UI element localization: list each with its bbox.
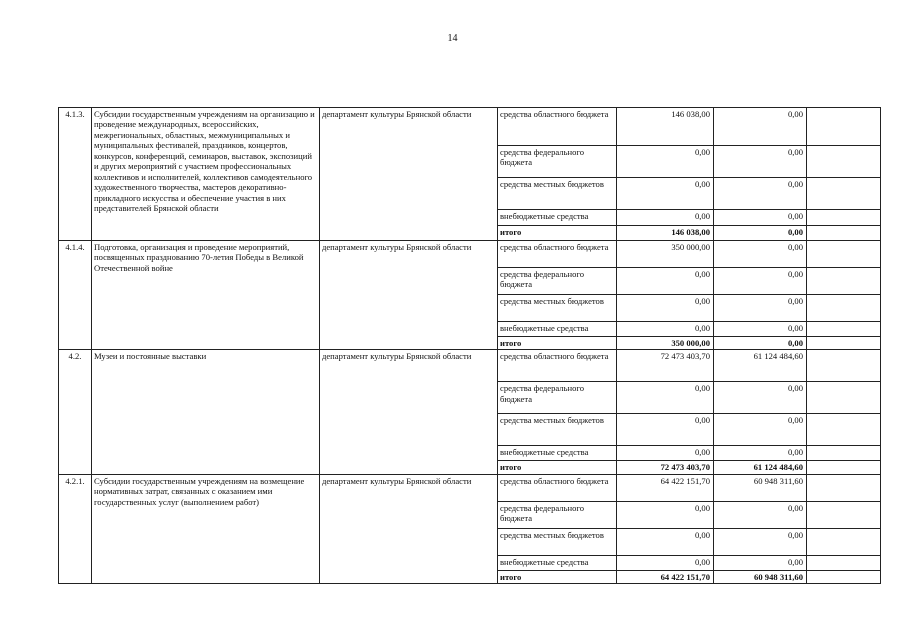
amount-year-2: 0,00 [714, 414, 807, 446]
empty-cell [807, 570, 881, 583]
empty-cell [807, 295, 881, 322]
empty-cell [807, 210, 881, 226]
table-row [59, 108, 881, 146]
empty-cell [807, 178, 881, 210]
funding-source: средства местных бюджетов [498, 295, 617, 322]
funding-source: итого [498, 570, 617, 583]
amount-year-2: 0,00 [714, 555, 807, 570]
item-number: 4.2.1. [59, 474, 92, 583]
amount-year-2: 0,00 [714, 268, 807, 295]
empty-cell [807, 146, 881, 178]
funding-source: внебюджетные средства [498, 322, 617, 337]
amount-year-2: 0,00 [714, 146, 807, 178]
amount-year-1: 0,00 [617, 178, 714, 210]
amount-year-1: 0,00 [617, 146, 714, 178]
empty-cell [807, 461, 881, 474]
amount-year-1: 64 422 151,70 [617, 570, 714, 583]
amount-year-1: 0,00 [617, 295, 714, 322]
amount-year-1: 350 000,00 [617, 337, 714, 350]
empty-cell [807, 241, 881, 268]
funding-source: внебюджетные средства [498, 446, 617, 461]
amount-year-2: 60 948 311,60 [714, 570, 807, 583]
item-number: 4.1.4. [59, 241, 92, 350]
funding-source: средства местных бюджетов [498, 414, 617, 446]
funding-source: внебюджетные средства [498, 210, 617, 226]
funding-source: средства федерального бюджета [498, 382, 617, 414]
funding-source: внебюджетные средства [498, 555, 617, 570]
amount-year-2: 0,00 [714, 108, 807, 146]
empty-cell [807, 555, 881, 570]
item-number: 4.1.3. [59, 108, 92, 241]
empty-cell [807, 446, 881, 461]
amount-year-2: 0,00 [714, 178, 807, 210]
empty-cell [807, 350, 881, 382]
item-executor: департамент культуры Брянской области [320, 241, 498, 350]
empty-cell [807, 382, 881, 414]
amount-year-1: 0,00 [617, 555, 714, 570]
empty-cell [807, 528, 881, 555]
funding-source: итого [498, 461, 617, 474]
amount-year-2: 0,00 [714, 322, 807, 337]
empty-cell [807, 268, 881, 295]
empty-cell [807, 108, 881, 146]
empty-cell [807, 322, 881, 337]
empty-cell [807, 226, 881, 241]
funding-source: средства областного бюджета [498, 241, 617, 268]
amount-year-2: 0,00 [714, 210, 807, 226]
amount-year-1: 0,00 [617, 210, 714, 226]
amount-year-1: 0,00 [617, 501, 714, 528]
amount-year-2: 0,00 [714, 501, 807, 528]
item-title: Подготовка, организация и проведение мероприятий, посвященных празднованию 70-летия Победы в Великой Отечественной войне [92, 241, 320, 350]
empty-cell [807, 501, 881, 528]
table-row [59, 474, 881, 501]
item-number: 4.2. [59, 350, 92, 474]
amount-year-1: 146 038,00 [617, 108, 714, 146]
amount-year-1: 146 038,00 [617, 226, 714, 241]
amount-year-2: 0,00 [714, 241, 807, 268]
amount-year-1: 72 473 403,70 [617, 350, 714, 382]
amount-year-1: 350 000,00 [617, 241, 714, 268]
amount-year-2: 0,00 [714, 528, 807, 555]
page-number: 14 [447, 33, 458, 44]
funding-source: средства федерального бюджета [498, 146, 617, 178]
table-row [59, 350, 881, 382]
item-title: Субсидии государственным учреждениям на возмещение нормативных затрат, связанных с оказанием ими государственных услуг (выполнением работ) [92, 474, 320, 583]
item-title: Субсидии государственным учреждениям на организацию и проведение международных, всероссийских, межрегиональных, областных, межмуниципальных и муниципальных фестивалей, праздников, концертов, конкурсов, конференций, семинаров, выставок, экспозиций и других мероприятий с участием профессиональных коллективов и исполнителей, коллективов самодеятельного художественного творчества, мастеров декоративно-прикладного искусства и обеспечение участия в них представителей Брянской области [92, 108, 320, 241]
table-row [59, 241, 881, 268]
funding-source: средства федерального бюджета [498, 501, 617, 528]
amount-year-1: 64 422 151,70 [617, 474, 714, 501]
amount-year-2: 0,00 [714, 446, 807, 461]
amount-year-2: 61 124 484,60 [714, 350, 807, 382]
amount-year-2: 0,00 [714, 382, 807, 414]
amount-year-1: 0,00 [617, 528, 714, 555]
amount-year-1: 0,00 [617, 414, 714, 446]
amount-year-2: 0,00 [714, 226, 807, 241]
funding-source: средства местных бюджетов [498, 528, 617, 555]
amount-year-2: 0,00 [714, 337, 807, 350]
amount-year-2: 61 124 484,60 [714, 461, 807, 474]
funding-source: итого [498, 337, 617, 350]
funding-source: средства федерального бюджета [498, 268, 617, 295]
funding-source: средства областного бюджета [498, 350, 617, 382]
funding-table [58, 107, 881, 584]
amount-year-1: 0,00 [617, 268, 714, 295]
amount-year-2: 60 948 311,60 [714, 474, 807, 501]
item-executor: департамент культуры Брянской области [320, 350, 498, 474]
amount-year-1: 72 473 403,70 [617, 461, 714, 474]
item-executor: департамент культуры Брянской области [320, 108, 498, 241]
empty-cell [807, 474, 881, 501]
amount-year-1: 0,00 [617, 382, 714, 414]
item-executor: департамент культуры Брянской области [320, 474, 498, 583]
table-body [59, 108, 881, 584]
funding-source: итого [498, 226, 617, 241]
funding-source: средства областного бюджета [498, 108, 617, 146]
item-title: Музеи и постоянные выставки [92, 350, 320, 474]
amount-year-1: 0,00 [617, 322, 714, 337]
amount-year-1: 0,00 [617, 446, 714, 461]
funding-source: средства местных бюджетов [498, 178, 617, 210]
empty-cell [807, 337, 881, 350]
funding-source: средства областного бюджета [498, 474, 617, 501]
amount-year-2: 0,00 [714, 295, 807, 322]
empty-cell [807, 414, 881, 446]
